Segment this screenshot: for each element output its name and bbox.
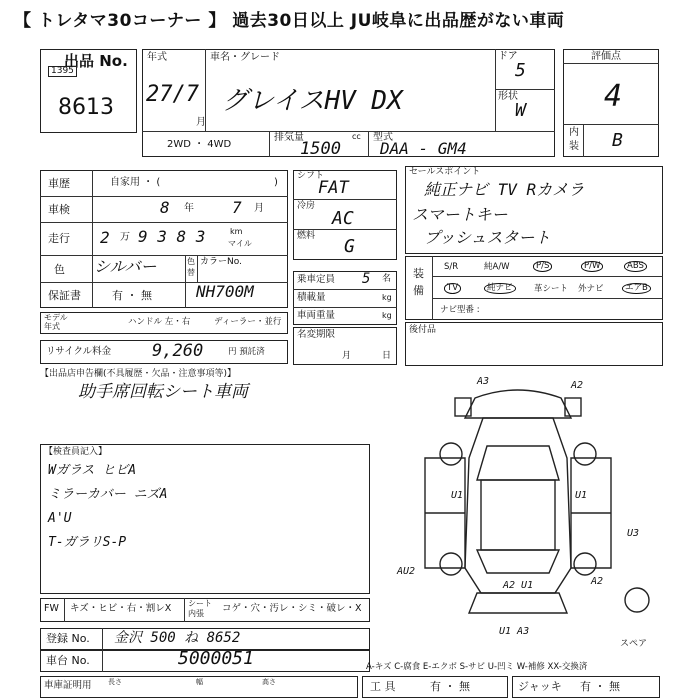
name-change-label: 名変期限	[297, 329, 336, 340]
equip-power-steering: P/S	[533, 261, 552, 272]
inspector-line-4: T-ガラリS-P	[48, 535, 127, 550]
chassis-label: 車台 No.	[46, 654, 90, 667]
equipment-label-b: 備	[413, 284, 424, 297]
lot-number: 8613	[58, 95, 114, 120]
history-close: )	[274, 177, 278, 188]
damage-mark-9: U1 A3	[499, 626, 530, 637]
seller-notes-label: 【出品店申告欄(不具履歴・欠品・注意事項等)】	[40, 369, 237, 379]
certificate-length: 長さ	[108, 678, 122, 686]
damage-mark-3: U1	[451, 490, 464, 501]
fuel-label: 燃料	[297, 231, 316, 241]
model-year-label-b: 年式	[44, 322, 60, 331]
name-change-day-unit: 日	[382, 351, 392, 361]
shape-label: 形状	[498, 91, 518, 102]
damage-mark-4: U1	[575, 490, 588, 501]
inspection-month-unit: 月	[254, 203, 264, 214]
door-label: ドア	[498, 51, 518, 62]
damage-mark-1: A3	[477, 376, 490, 387]
shift-value: FAT	[318, 178, 349, 198]
mileage-unit-km: km	[230, 227, 243, 236]
mileage-man: 2	[100, 228, 110, 247]
name-label: 車名・グレード	[210, 52, 280, 63]
displacement-value: 1500	[300, 139, 341, 159]
equipment-label-a: 装	[413, 267, 424, 280]
model-code-value: DAA - GM4	[380, 139, 467, 158]
inspector-line-3: A'U	[48, 511, 72, 526]
warranty-label: 保証書	[48, 289, 81, 302]
recycle-label: リサイクル料金	[46, 346, 112, 357]
inspection-label: 車検	[48, 203, 70, 216]
inspector-line-1: Wガラス ヒビA	[48, 463, 137, 478]
certificate-width: 幅	[196, 678, 203, 686]
history-label: 車歴	[48, 177, 70, 190]
mileage-man-unit: 万	[120, 232, 130, 243]
weight-unit: kg	[382, 311, 392, 320]
weight-label: 車両重量	[297, 310, 336, 321]
shift-label: シフト	[297, 171, 325, 181]
interior-value: B	[612, 130, 623, 151]
score-label: 評価点	[591, 51, 621, 62]
seat-label-a: シート	[188, 599, 212, 608]
capacity-value: 5	[362, 271, 371, 287]
interior-label-a: 内	[569, 127, 579, 138]
inspector-line-2: ミラーカバー ニズA	[48, 487, 168, 502]
model-code-label: 型式	[373, 132, 393, 143]
color-change-label-b: 替	[187, 268, 195, 277]
damage-mark-7: A2 U1	[503, 580, 534, 591]
displacement-label: 排気量	[274, 132, 304, 143]
spare-label: スペア	[620, 639, 648, 649]
equip-tv: TV	[444, 283, 461, 294]
tools-value: 有 ・ 無	[430, 680, 470, 693]
seat-value: コゲ・穴・汚レ・シミ・破レ・X	[222, 603, 362, 614]
color-code-label: カラーNo.	[200, 257, 242, 267]
door-value: 5	[515, 60, 526, 81]
registration-label: 登録 No.	[46, 632, 90, 645]
color-label: 色	[54, 263, 65, 276]
damage-mark-2: A2	[571, 380, 584, 391]
ac-value: AC	[332, 208, 354, 229]
interior-label-b: 装	[569, 141, 579, 152]
equip-power-window: P/W	[581, 261, 603, 272]
fw-value: キズ・ヒビ・右・割レX	[70, 603, 172, 614]
chassis-value: 5000051	[178, 648, 254, 669]
name-change-unit: 月	[342, 351, 352, 361]
car-damage-diagram	[395, 368, 695, 648]
drive-label: 2WD ・ 4WD	[167, 139, 232, 150]
inspection-year: 8	[160, 198, 170, 217]
sales-point-line-1: 純正ナビ TV Rカメラ	[424, 180, 585, 199]
damage-legend: A-キズ C-腐食 E-エクボ S-サビ U-凹ミ W-補修 XX-交換済	[366, 662, 588, 672]
inspector-label: 【検査員記入】	[44, 447, 108, 457]
color-code-value: NH700M	[196, 282, 254, 301]
damage-mark-6: AU2	[397, 566, 416, 577]
recycle-unit: 円 預託済	[228, 347, 265, 357]
fuel-value: G	[344, 236, 355, 257]
jack-value: 有 ・ 無	[580, 680, 620, 693]
mileage-unit-mile: マイル	[228, 239, 252, 248]
inspection-year-unit: 年	[184, 203, 194, 214]
capacity-unit: 名	[382, 274, 392, 284]
load-label: 積載量	[297, 292, 326, 303]
dealer-label: ディーラー・並行	[214, 317, 282, 327]
certificate-height: 高さ	[262, 678, 276, 686]
retrofit-label: 後付品	[409, 325, 437, 335]
navi-model-label: ナビ型番 :	[440, 305, 480, 315]
ac-label: 冷房	[297, 201, 316, 211]
mileage-label: 走行	[48, 232, 70, 245]
shape-value: W	[515, 100, 526, 121]
lot-stamp: 1395	[48, 66, 77, 77]
equip-airbag: エアB	[622, 283, 651, 294]
registration-value: 金沢 500 ね 8652	[114, 630, 241, 646]
tools-label: 工 具	[370, 680, 396, 693]
history-value: 自家用 ・ (	[110, 177, 161, 188]
seat-label-b: 内張	[188, 609, 204, 618]
handle-label: ハンドル 左・右	[128, 317, 191, 327]
color-value: シルバー	[94, 257, 157, 276]
warranty-value: 有 ・ 無	[112, 289, 152, 302]
mileage-value: 9 3 8 3	[138, 227, 206, 246]
model-year-label-a: モデル	[44, 313, 68, 322]
equip-abs: ABS	[624, 261, 647, 272]
retrofit-box	[405, 322, 663, 366]
certificate-label: 車庫証明用	[44, 680, 92, 691]
equip-sunroof: S/R	[444, 262, 459, 272]
displacement-unit: cc	[352, 132, 361, 141]
equip-aftermarket-navi: 外ナビ	[578, 284, 604, 294]
equip-genuine-navi: 純ナビ	[484, 283, 516, 294]
equip-alloy-wheel: 純A/W	[484, 262, 510, 272]
damage-mark-5: U3	[627, 528, 640, 539]
capacity-label: 乗車定員	[297, 274, 336, 285]
recycle-value: 9,260	[152, 341, 204, 361]
name-value: グレイスHV DX	[222, 86, 403, 116]
inspection-month: 7	[232, 198, 242, 217]
sales-point-line-3: プッシュスタート	[424, 228, 551, 247]
banner-text: 【 トレタマ30コーナー 】 過去30日以上 JU岐阜に出品歴がない車両	[14, 11, 565, 31]
fw-label: FW	[44, 603, 59, 614]
year-value: 27/7	[146, 82, 199, 107]
color-change-label-a: 色	[187, 257, 195, 266]
year-label: 年式	[147, 52, 167, 63]
sales-point-label: セールスポイント	[409, 167, 481, 177]
load-unit: kg	[382, 293, 392, 302]
year-month-unit: 月	[196, 117, 206, 128]
lot-label: 出品 No.	[64, 52, 128, 70]
score-value: 4	[604, 79, 623, 114]
seller-notes-value: 助手席回転シート車両	[78, 382, 248, 402]
sales-point-line-2: スマートキー	[412, 205, 508, 224]
jack-label: ジャッキ	[518, 680, 562, 693]
title-banner	[0, 0, 700, 34]
damage-mark-8: A2	[591, 576, 604, 587]
equip-leather-seat: 革シート	[534, 284, 569, 294]
